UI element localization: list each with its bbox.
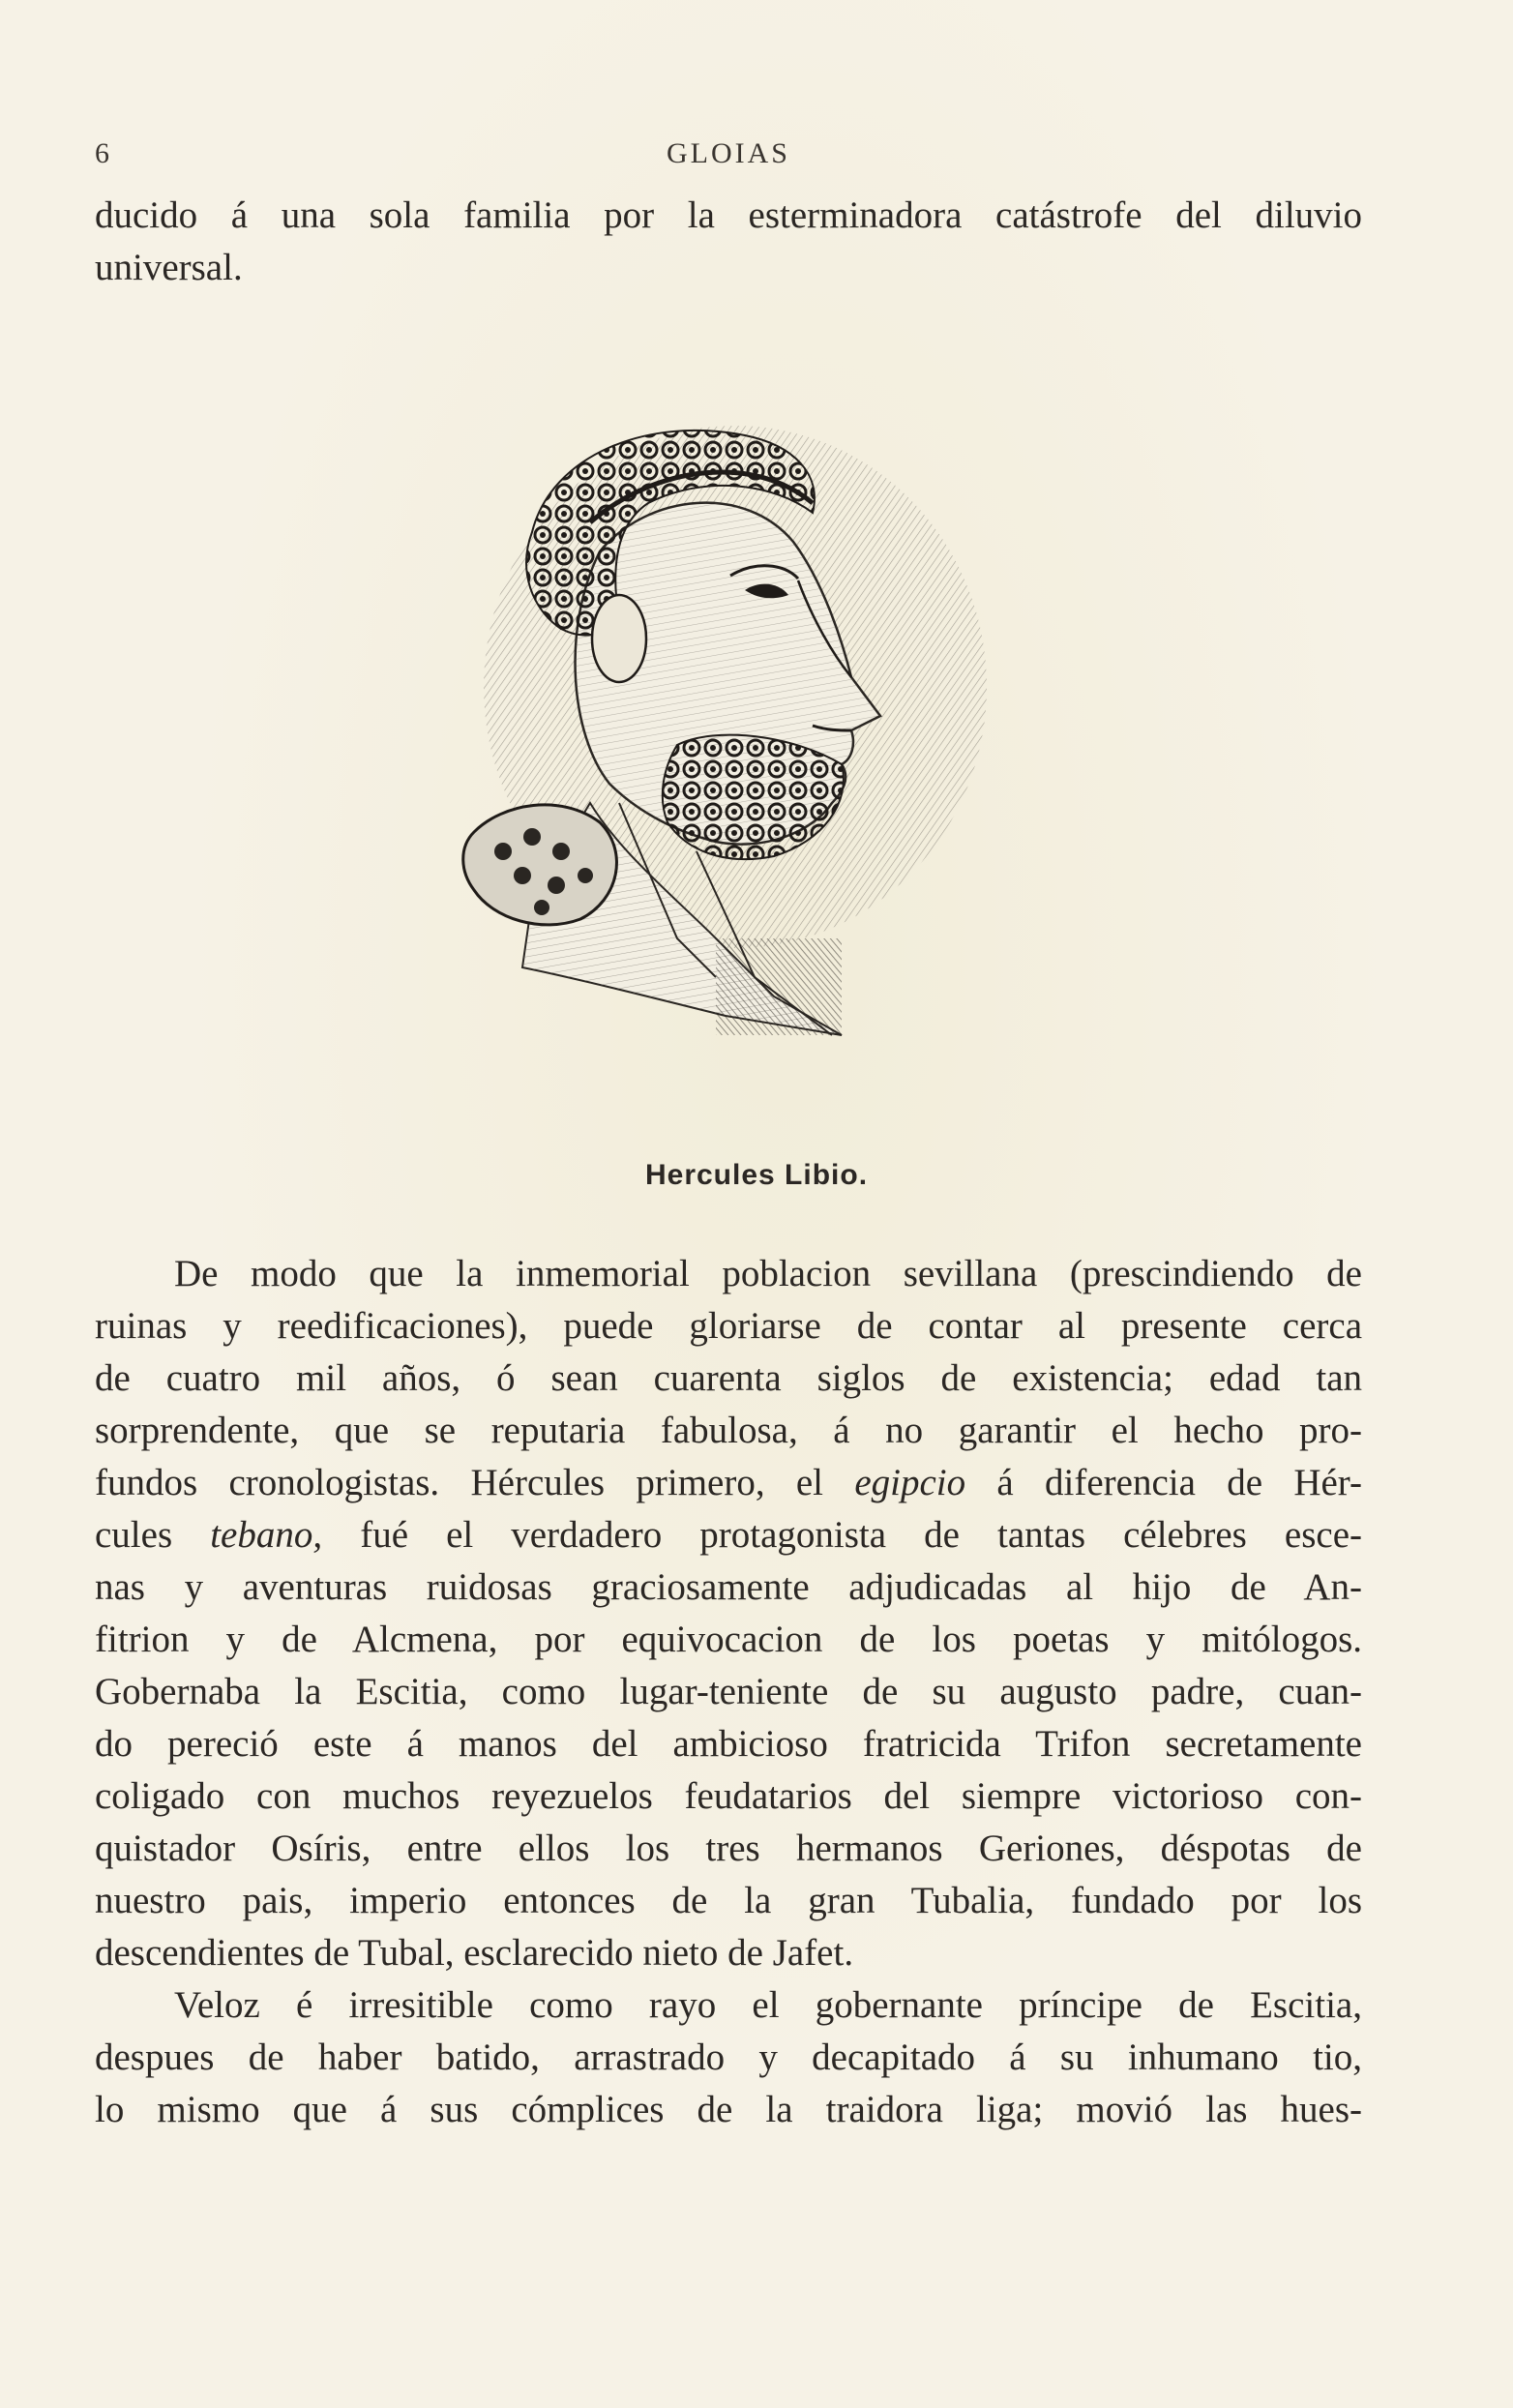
text-line: sorprendente, que se reputaria fabulosa, á no garantir el hecho pro- — [95, 1410, 1362, 1451]
text-line: quistador Osíris, entre ellos los tres hermanos Geriones, déspotas de — [95, 1828, 1362, 1869]
text-line: nuestro pais, imperio entonces de la gran Tubalia, fundado por los — [95, 1880, 1362, 1921]
text-line — [95, 1457, 1362, 1509]
text-line: Veloz é irresitible como rayo el gobernante príncipe de Escitia, — [174, 1984, 1362, 2026]
text-line: do pereció este á manos del ambicioso fratricida Trifon secretamente — [95, 1723, 1362, 1765]
text-line: universal. — [95, 247, 243, 288]
text-segment: cules — [95, 1514, 173, 1556]
running-head — [95, 137, 1362, 176]
text-line: despues de haber batido, arrastrado y decapitado á su inhumano tio, — [95, 2036, 1362, 2078]
text-line: lo mismo que á sus cómplices de la traidora liga; movió las hues- — [95, 2089, 1362, 2130]
text-line: de cuatro mil años, ó sean cuarenta siglos de existencia; edad tan — [95, 1357, 1362, 1399]
body-text — [95, 1248, 1362, 2136]
engraved-head-portrait-icon — [426, 397, 1006, 1074]
text-segment: fué el verdadero protagonista de tantas célebres esce- — [360, 1514, 1362, 1556]
text-segment: á diferencia de Hér- — [996, 1462, 1362, 1503]
text-line — [95, 1509, 1362, 1561]
italic-word: tebano, — [210, 1514, 323, 1556]
text-segment: fundos cronologistas. Hércules primero, el — [95, 1462, 824, 1503]
text-line: ducido á una sola familia por la esterminadora catástrofe del diluvio — [95, 194, 1362, 236]
continuation-text — [95, 190, 1362, 294]
figure-caption: Hercules Libio. — [644, 1159, 869, 1191]
text-line: ruinas y reedificaciones), puede gloriarse de contar al presente cerca — [95, 1305, 1362, 1347]
text-line: Gobernaba la Escitia, como lugar-teniente de su augusto padre, cuan- — [95, 1671, 1362, 1712]
text-line: De modo que la inmemorial poblacion sevillana (prescindiendo de — [174, 1253, 1362, 1294]
running-title: GLOIAS — [667, 137, 790, 169]
text-line: descendientes de Tubal, esclarecido nieto de Jafet. — [95, 1932, 854, 1974]
text-line: coligado con muchos reyezuelos feudatarios del siempre victorioso con- — [95, 1775, 1362, 1817]
text-line: nas y aventuras ruidosas graciosamente adjudicadas al hijo de An- — [95, 1566, 1362, 1608]
page-number: 6 — [95, 137, 111, 169]
text-line: fitrion y de Alcmena, por equivocacion de los poetas y mitólogos. — [95, 1619, 1362, 1660]
italic-word: egipcio — [854, 1462, 966, 1503]
